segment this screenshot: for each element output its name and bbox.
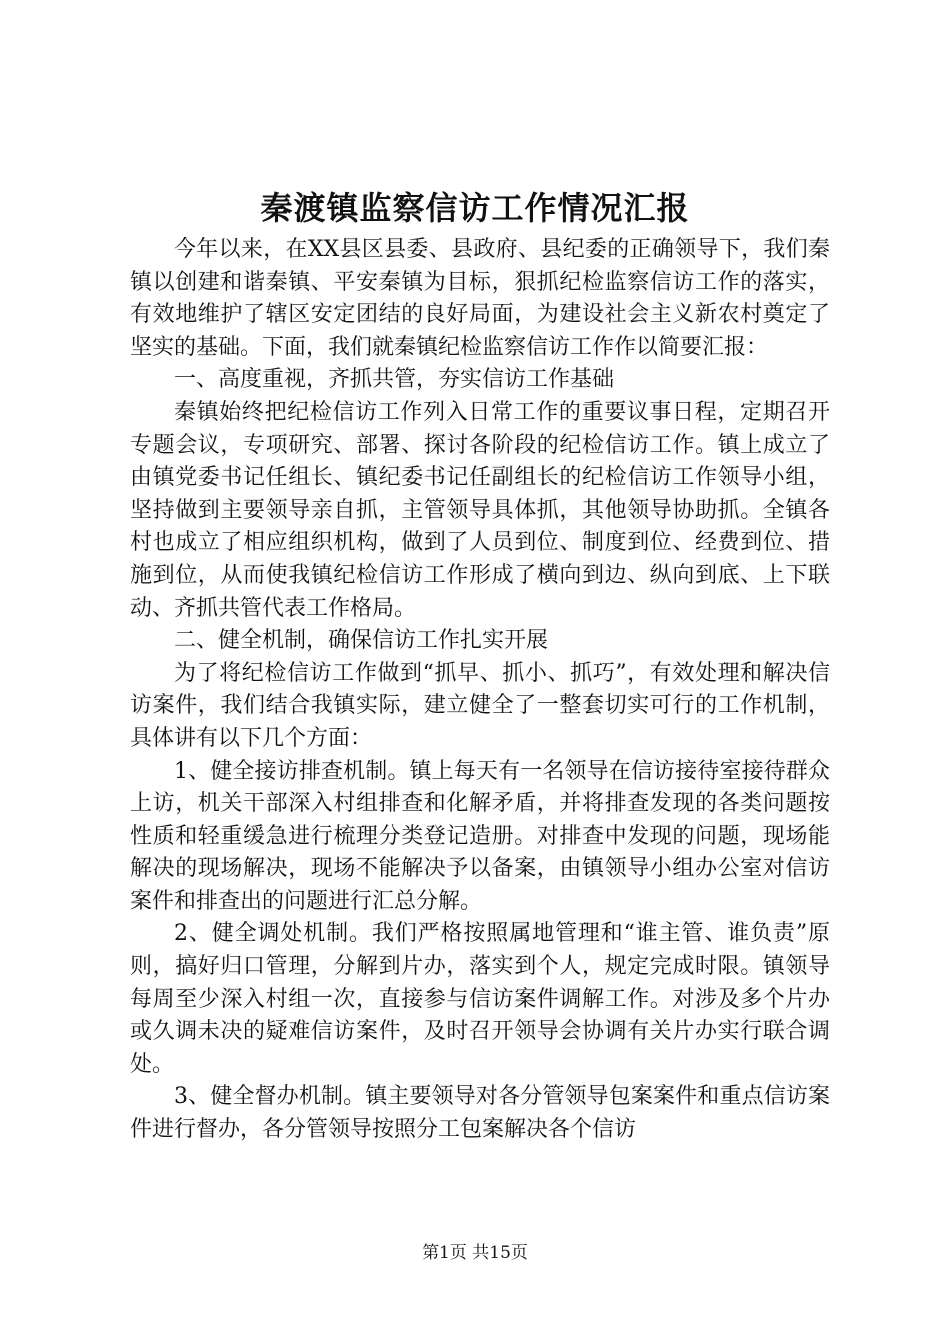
section-2-paragraph: 为了将纪检信访工作做到“抓早、抓小、抓巧”，有效处理和解决信访案件，我们结合我镇实际，建立健全了一整套切实可行的工作机制，具体讲有以下几个方面：: [130, 660, 830, 751]
section-heading-1: 一、高度重视，齐抓共管，夯实信访工作基础: [174, 367, 615, 393]
item-3-paragraph: 3、健全督办机制。镇主要领导对各分管领导包案案件和重点信访案件进行督办，各分管领导按照分工包案解决各个信访: [130, 1084, 830, 1143]
section-1-paragraph: 秦镇始终把纪检信访工作列入日常工作的重要议事日程，定期召开专题会议，专项研究、部署、探讨各阶段的纪检信访工作。镇上成立了由镇党委书记任组长、镇纪委书记任副组长的纪检信访工作领导小组，坚持做到主要领导亲自抓，主管领导具体抓，其他领导协助抓。全镇各村也成立了相应组织机构，做到了人员到位、制度到位、经费到位、措施到位，从而使我镇纪检信访工作形成了横向到边、纵向到底、上下联动、齐抓共管代表工作格局。: [130, 399, 830, 621]
document-body: [130, 234, 830, 1147]
section-heading-2: 二、健全机制，确保信访工作扎实开展: [174, 628, 549, 654]
intro-paragraph: 今年以来，在XX县区县委、县政府、县纪委的正确领导下，我们秦镇以创建和谐秦镇、平安秦镇为目标，狠抓纪检监察信访工作的落实，有效地维护了辖区安定团结的良好局面，为建设社会主义新农村奠定了坚实的基础。下面，我们就秦镇纪检监察信访工作作以简要汇报：: [130, 237, 830, 360]
item-1-paragraph: 1、健全接访排查机制。镇上每天有一名领导在信访接待室接待群众上访，机关干部深入村组排查和化解矛盾，并将排查发现的各类问题按性质和轻重缓急进行梳理分类登记造册。对排查中发现的问题，现场能解决的现场解决，现场不能解决予以备案，由镇领导小组办公室对信访案件和排查出的问题进行汇总分解。: [130, 758, 830, 914]
page-number-footer: 第1页 共15页: [422, 1243, 528, 1263]
item-2-paragraph: 2、健全调处机制。我们严格按照属地管理和“谁主管、谁负责”原则，搞好归口管理，分解到片办，落实到个人，规定完成时限。镇领导每周至少深入村组一次，直接参与信访案件调解工作。对涉及多个片办或久调未决的疑难信访案件，及时召开领导会协调有关片办实行联合调处。: [130, 921, 830, 1077]
document-title: 秦渡镇监察信访工作情况汇报: [260, 189, 690, 227]
